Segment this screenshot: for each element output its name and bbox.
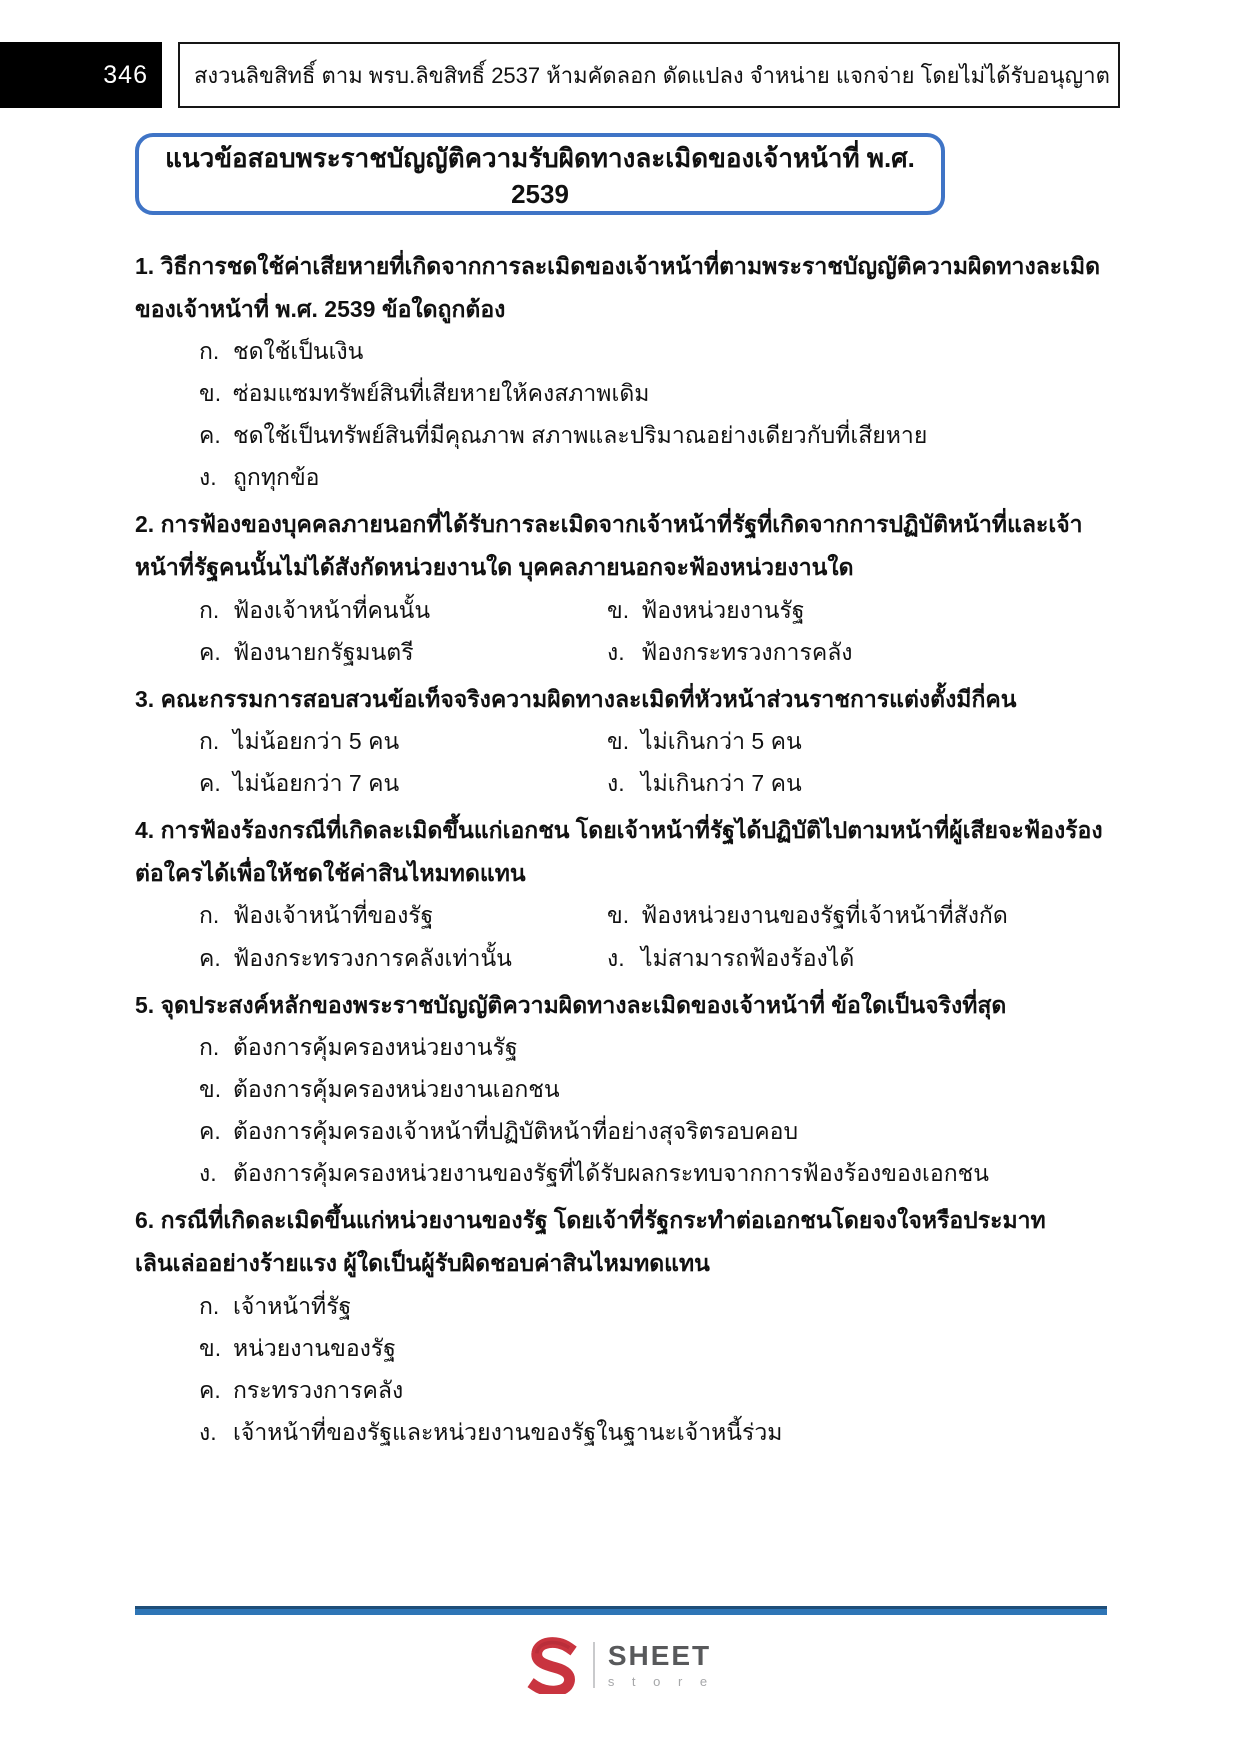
option-text: ไม่น้อยกว่า 7 คน — [233, 770, 400, 797]
option-text: ฟ้องหน่วยงานของรัฐที่เจ้าหน้าที่สังกัด — [641, 902, 1008, 929]
option-letter: ข. — [199, 380, 222, 407]
answer-option — [199, 1152, 1110, 1194]
option-text: ถูกทุกข้อ — [233, 464, 320, 491]
copyright-notice: สงวนลิขสิทธิ์ ตาม พรบ.ลิขสิทธิ์ 2537 ห้ามคัดลอก ดัดแปลง จำหน่าย แจกจ่าย โดยไม่ได้รับอนุญาต — [194, 62, 1110, 88]
answer-option — [607, 937, 1110, 979]
brand-name: SHEET — [607, 1640, 712, 1672]
answer-option — [199, 937, 607, 979]
question-text: 5. จุดประสงค์หลักของพระราชบัญญัติความผิดทางละเมิดของเจ้าหน้าที่ ข้อใดเป็นจริงที่สุด — [135, 991, 1007, 1018]
question — [135, 503, 1110, 672]
option-letter: ก. — [199, 728, 220, 755]
option-text: ชดใช้เป็นทรัพย์สินที่มีคุณภาพ สภาพและปริมาณอย่างเดียวกับที่เสียหาย — [233, 422, 928, 449]
option-text: ต้องการคุ้มครองหน่วยงานเอกชน — [233, 1076, 560, 1103]
option-text: ซ่อมแซมทรัพย์สินที่เสียหายให้คงสภาพเดิม — [233, 380, 650, 407]
option-letter: ค. — [199, 1118, 221, 1145]
option-letter: ง. — [199, 1160, 217, 1187]
option-letter: ก. — [199, 596, 220, 623]
option-text: ต้องการคุ้มครองหน่วยงานรัฐ — [233, 1034, 518, 1061]
option-letter: ง. — [607, 944, 625, 971]
option-letter: ค. — [199, 770, 221, 797]
option-text: ฟ้องเจ้าหน้าที่ของรัฐ — [233, 902, 434, 929]
footer-divider — [135, 1606, 1107, 1615]
answer-option — [199, 720, 607, 762]
option-letter: ค. — [199, 422, 221, 449]
option-text: ต้องการคุ้มครองหน่วยงานของรัฐที่ได้รับผลกระทบจากการฟ้องร้องของเอกชน — [233, 1160, 989, 1187]
option-group — [135, 1285, 1110, 1453]
option-letter: ง. — [199, 464, 217, 491]
question-text: 1. วิธีการชดใช้ค่าเสียหายที่เกิดจากการละเมิดของเจ้าหน้าที่ตามพระราชบัญญัติความผิดทางละเมิดของเจ้าหน้าที่ พ.ศ. 2539 ข้อใดถูกต้อง — [135, 253, 1101, 322]
option-text: ฟ้องเจ้าหน้าที่คนนั้น — [233, 596, 431, 623]
option-text: ไม่เกินกว่า 7 คน — [641, 770, 802, 797]
option-text: ไม่สามารถฟ้องร้องได้ — [641, 944, 855, 971]
page-header — [0, 42, 1240, 108]
copyright-box — [178, 42, 1120, 108]
logo-divider — [593, 1642, 595, 1688]
option-text: ชดใช้เป็นเงิน — [233, 338, 364, 365]
answer-option — [607, 631, 1110, 673]
question-text: 3. คณะกรรมการสอบสวนข้อเท็จจริงความผิดทางละเมิดที่หัวหน้าส่วนราชการแต่งตั้งมีกี่คน — [135, 685, 1017, 712]
option-text: เจ้าหน้าที่ของรัฐและหน่วยงานของรัฐในฐานะเจ้าหนี้ร่วม — [233, 1418, 783, 1445]
answer-option — [607, 894, 1110, 936]
option-letter: ง. — [607, 638, 625, 665]
option-letter: ก. — [199, 1292, 220, 1319]
option-text: ไม่เกินกว่า 5 คน — [641, 728, 802, 755]
answer-option — [607, 762, 1110, 804]
option-text: ฟ้องนายกรัฐมนตรี — [233, 638, 414, 665]
answer-option — [199, 1026, 1110, 1068]
question — [135, 678, 1110, 805]
answer-option — [199, 589, 607, 631]
answer-option — [199, 631, 607, 673]
option-group — [135, 894, 1110, 978]
option-letter: ข. — [199, 1076, 222, 1103]
option-group — [135, 1026, 1110, 1194]
option-text: ฟ้องหน่วยงานรัฐ — [641, 596, 805, 623]
question-text: 2. การฟ้องของบุคคลภายนอกที่ได้รับการละเมิดจากเจ้าหน้าที่รัฐที่เกิดจากการปฏิบัติหน้าที่และเจ้าหน้าที่รัฐคนนั้นไม่ได้สังกัดหน่วยงานใด บุคคลภายนอกจะฟ้องหน่วยงานใด — [135, 511, 1083, 580]
sheet-store-logo — [0, 1636, 1240, 1694]
option-letter: ค. — [199, 638, 221, 665]
option-text: ฟ้องกระทรวงการคลังเท่านั้น — [233, 944, 512, 971]
option-text: หน่วยงานของรัฐ — [233, 1334, 396, 1361]
question-text: 4. การฟ้องร้องกรณีที่เกิดละเมิดขึ้นแก่เอกชน โดยเจ้าหน้าที่รัฐได้ปฏิบัติไปตามหน้าที่ผู้เสียจะฟ้องร้องต่อใครได้เพื่อให้ชดใช้ค่าสินไหมทดแทน — [135, 817, 1103, 886]
answer-option — [199, 414, 1110, 456]
answer-option — [199, 372, 1110, 414]
answer-option — [199, 1285, 1110, 1327]
option-group — [135, 589, 1110, 673]
option-letter: ง. — [607, 770, 625, 797]
option-letter: ข. — [607, 902, 630, 929]
answer-option — [199, 894, 607, 936]
answer-option — [607, 589, 1110, 631]
answer-option — [199, 330, 1110, 372]
option-letter: ข. — [607, 596, 630, 623]
brand-subtitle: s t o r e — [607, 1673, 715, 1689]
option-letter: ก. — [199, 338, 220, 365]
question-list — [135, 245, 1110, 1458]
option-group — [135, 720, 1110, 804]
option-group — [135, 330, 1110, 498]
logo-text — [608, 1641, 714, 1688]
option-letter: ก. — [199, 902, 220, 929]
exam-title-box — [135, 133, 945, 215]
option-text: เจ้าหน้าที่รัฐ — [233, 1292, 352, 1319]
answer-option — [199, 1327, 1110, 1369]
option-text: ไม่น้อยกว่า 5 คน — [233, 728, 400, 755]
option-text: ฟ้องกระทรวงการคลัง — [641, 638, 853, 665]
answer-option — [199, 1369, 1110, 1411]
answer-option — [199, 1411, 1110, 1453]
option-letter: ข. — [607, 728, 630, 755]
exam-title: แนวข้อสอบพระราชบัญญัติความรับผิดทางละเมิดของเจ้าหน้าที่ พ.ศ. 2539 — [165, 143, 915, 209]
sheet-logo-icon — [526, 1636, 580, 1694]
option-letter: ข. — [199, 1334, 222, 1361]
answer-option — [199, 1110, 1110, 1152]
page-number: 346 — [103, 60, 148, 89]
option-text: ต้องการคุ้มครองเจ้าหน้าที่ปฏิบัติหน้าที่อย่างสุจริตรอบคอบ — [233, 1118, 799, 1145]
page-number-box — [0, 42, 162, 108]
option-letter: ค. — [199, 1376, 221, 1403]
question — [135, 1199, 1110, 1452]
option-letter: ง. — [199, 1418, 217, 1445]
answer-option — [199, 456, 1110, 498]
option-letter: ก. — [199, 1034, 220, 1061]
option-text: กระทรวงการคลัง — [233, 1376, 404, 1403]
option-letter: ค. — [199, 944, 221, 971]
answer-option — [607, 720, 1110, 762]
question — [135, 809, 1110, 978]
question — [135, 245, 1110, 498]
question — [135, 984, 1110, 1195]
answer-option — [199, 762, 607, 804]
answer-option — [199, 1068, 1110, 1110]
question-text: 6. กรณีที่เกิดละเมิดขึ้นแก่หน่วยงานของรัฐ โดยเจ้าที่รัฐกระทำต่อเอกชนโดยจงใจหรือประมาทเลินเล่ออย่างร้ายแรง ผู้ใดเป็นผู้รับผิดชอบค่าสินไหมทดแทน — [135, 1207, 1046, 1277]
